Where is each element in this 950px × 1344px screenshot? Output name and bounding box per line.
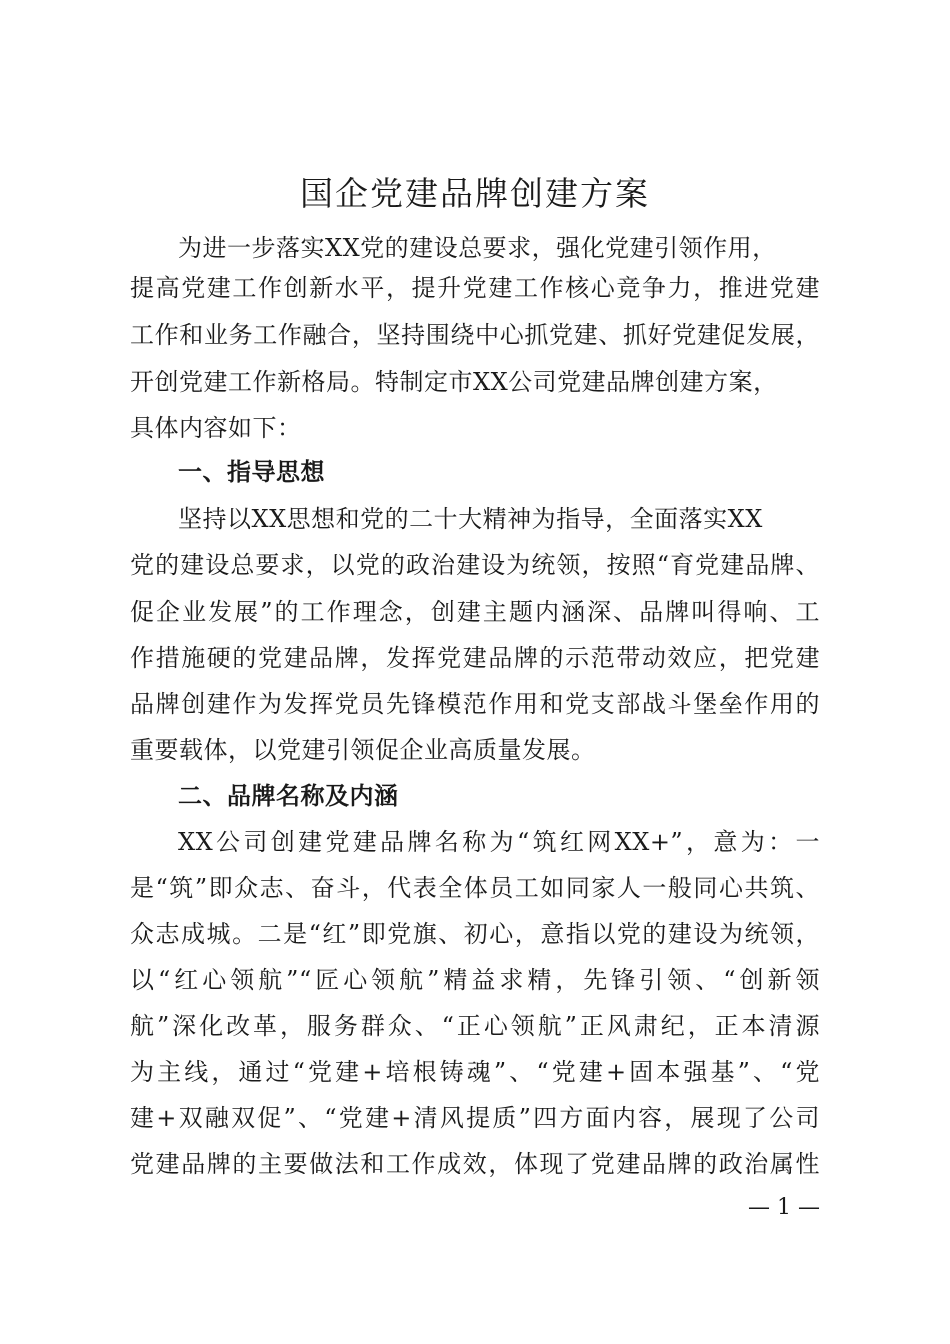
section1-line-5: 品牌创建作为发挥党员先锋模范作用和党支部战斗堡垒作用的 (130, 690, 820, 718)
intro-line-3: 工作和业务工作融合，坚持围绕中心抓党建、抓好党建促发展， (130, 321, 820, 349)
intro-line-1: 为进一步落实XX党的建设总要求，强化党建引领作用， (178, 234, 777, 262)
section-heading-guiding-ideology: 一、指导思想 (178, 458, 325, 486)
section1-line-4: 作措施硬的党建品牌，发挥党建品牌的示范带动效应，把党建 (130, 644, 820, 672)
section1-line-2: 党的建设总要求，以党的政治建设为统领，按照“育党建品牌、 (130, 551, 820, 579)
intro-line-5: 具体内容如下： (130, 414, 302, 442)
intro-line-4: 开创党建工作新格局。特制定市XX公司党建品牌创建方案， (130, 368, 778, 396)
section2-line-4: 以“红心领航”“匠心领航”精益求精，先锋引领、“创新领 (130, 966, 820, 994)
page-number: — 1 — (748, 1195, 820, 1220)
section2-line-1: XX公司创建党建品牌名称为“筑红网XX+”，意为：一 (178, 828, 820, 856)
section-heading-brand-name: 二、品牌名称及内涵 (178, 782, 399, 810)
section1-line-1: 坚持以XX思想和党的二十大精神为指导，全面落实XX (178, 505, 763, 533)
section1-line-6: 重要载体，以党建引领促企业高质量发展。 (130, 736, 596, 764)
section2-line-2: 是“筑”即众志、奋斗，代表全体员工如同家人一般同心共筑、 (130, 874, 820, 902)
section1-line-3: 促企业发展”的工作理念，创建主题内涵深、品牌叫得响、工 (130, 598, 820, 626)
intro-line-2: 提高党建工作创新水平，提升党建工作核心竞争力，推进党建 (130, 274, 820, 302)
section2-line-6: 为主线，通过“党建+培根铸魂”、“党建+固本强基”、“党 (130, 1058, 820, 1086)
section2-line-5: 航”深化改革，服务群众、“正心领航”正风肃纪，正本清源 (130, 1012, 820, 1040)
section2-line-7: 建+双融双促”、“党建+清风提质”四方面内容，展现了公司 (130, 1104, 820, 1132)
section2-line-8: 党建品牌的主要做法和工作成效，体现了党建品牌的政治属性 (130, 1150, 820, 1178)
section2-line-3: 众志成城。二是“红”即党旗、初心，意指以党的建设为统领， (130, 920, 820, 948)
document-title: 国企党建品牌创建方案 (300, 174, 650, 213)
